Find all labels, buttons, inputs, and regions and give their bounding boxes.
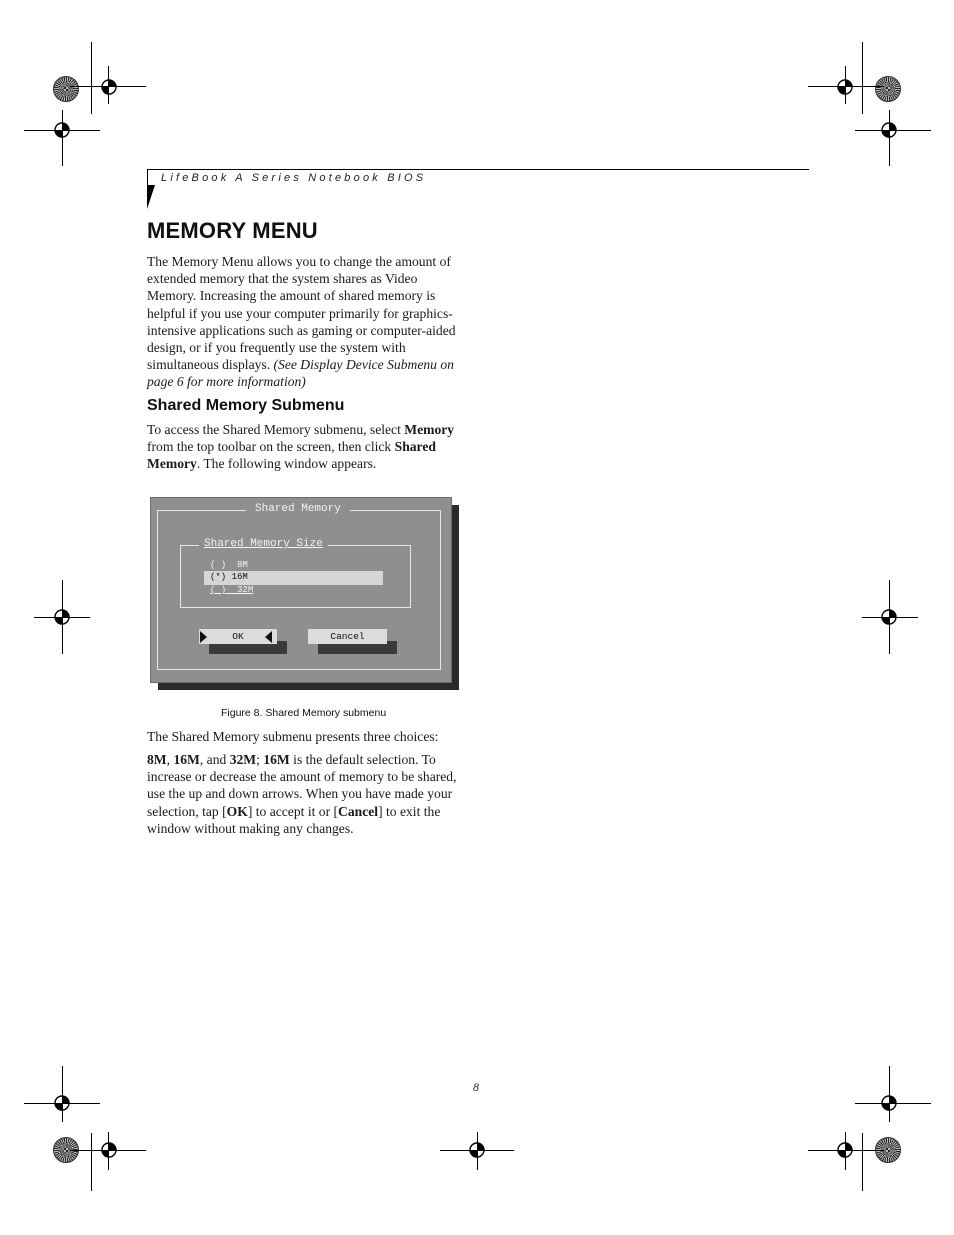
choices-paragraph [147,751,465,837]
bold-term: 16M [263,752,290,767]
radio-marker: (*) [210,572,227,582]
figure-caption: Figure 8. Shared Memory submenu [221,707,387,719]
intro-paragraph [147,253,465,391]
crosshair-icon [96,74,122,100]
page-number: 8 [473,1080,479,1094]
intro-text: The Memory Menu allows you to change the amount of extended memory that the system shares as Video Memory. Increasing the amount of shared memory is helpful if you use your computer primarily for graphics-intensive applications such as gaming or computer-aided design, or if you frequently use the system with simultaneous displays. [147,254,456,373]
para-text: is the default selection. To increase or decrease the amount of memory to be shared, use the up and down arrows. When you have made your selection, tap [ [147,752,457,819]
para-text: ] to exit the window without making any changes. [147,803,441,836]
option-label: 16M [231,572,248,582]
para-text: , and [199,752,230,767]
para-text: , [166,752,174,767]
color-bar-rosette-icon [53,76,79,102]
crosshair-icon [49,1090,75,1116]
bold-term: Shared Memory [147,439,436,472]
cancel-label: Cancel [330,631,365,642]
radio-marker: ( ) [210,585,227,595]
bold-term: Cancel [338,803,379,819]
intro-note: (See Display Device Submenu on page 6 for more information) [147,357,454,390]
crosshair-icon [832,1137,858,1163]
option-16m[interactable] [210,572,248,582]
color-bar-rosette-icon [875,76,901,102]
para-text: . The following window appears. [196,456,377,472]
option-label: 8M [237,560,248,570]
crosshair-icon [49,117,75,143]
group-title: Shared Memory Size [199,538,328,550]
ok-label: OK [232,631,244,642]
bold-term: 8M [147,752,167,767]
crosshair-icon [876,604,902,630]
running-head: LifeBook A Series Notebook BIOS [161,172,427,184]
bold-term: 32M [229,752,257,767]
focus-arrow-right-icon [200,631,207,643]
crosshair-icon [96,1137,122,1163]
section-heading: Shared Memory Submenu [147,397,345,414]
crop-line [862,42,863,114]
page-title: MEMORY MENU [147,218,318,243]
header-wedge-icon [147,185,155,209]
crop-line [862,1133,863,1191]
crosshair-icon [464,1137,490,1163]
para-text: To access the Shared Memory submenu, select [147,422,405,437]
crosshair-icon [876,117,902,143]
crosshair-icon [876,1090,902,1116]
option-8m[interactable] [210,560,248,570]
option-32m[interactable] [210,585,253,595]
bold-term: OK [226,803,248,819]
choices-intro: The Shared Memory submenu presents three choices: [147,729,439,744]
focus-arrow-left-icon [265,631,272,643]
bold-term: 16M [173,752,200,767]
header-rule [147,169,809,170]
access-paragraph [147,421,465,473]
para-text: ; [256,752,264,767]
window-title: Shared Memory [246,503,350,515]
radio-marker: ( ) [210,560,227,570]
cancel-button[interactable] [308,629,387,644]
para-text: from the top toolbar on the screen, then click [147,439,395,455]
crop-line [91,1133,92,1191]
crop-line [91,42,92,114]
para-text: ] to accept it or [ [247,803,339,819]
crosshair-icon [49,604,75,630]
bold-term: Memory [404,422,455,437]
option-label: 32M [237,585,254,595]
crosshair-icon [832,74,858,100]
